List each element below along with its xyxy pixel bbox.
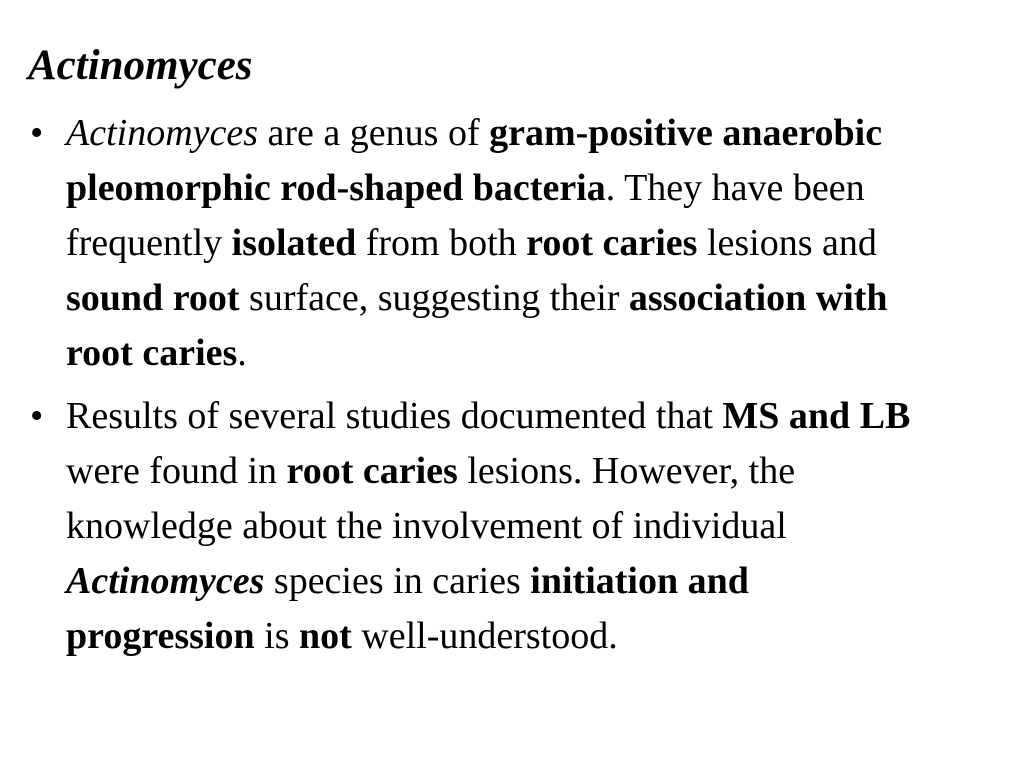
bullet-text — [66, 106, 946, 381]
bullet-marker: • — [30, 395, 44, 437]
text-segment: species in caries — [264, 560, 531, 602]
text-segment: . They have been frequently — [66, 167, 865, 264]
text-segment: . — [237, 332, 247, 374]
text-segment: are a genus of — [258, 112, 490, 154]
text-segment: from both — [356, 222, 527, 264]
text-segment: root caries — [526, 222, 698, 264]
text-segment: not — [299, 615, 352, 657]
text-segment: well-understood. — [351, 615, 618, 657]
text-segment: MS and LB — [722, 395, 911, 437]
text-segment: isolated — [231, 222, 357, 264]
text-segment: were found in — [66, 450, 287, 492]
slide-title: Actinomyces — [28, 42, 253, 89]
bullet-marker: • — [30, 112, 44, 154]
text-segment: initiation and progression — [66, 560, 749, 657]
text-segment: Results of several studies documented that — [66, 395, 723, 437]
text-segment: Actinomyces — [66, 112, 259, 154]
text-segment: gram-positive anaerobic pleomorphic rod-shaped bacteria — [66, 112, 883, 209]
text-segment: association with root caries — [66, 277, 888, 374]
text-segment: root caries — [286, 450, 458, 492]
text-segment: lesions and — [697, 222, 877, 264]
bullet-text — [66, 389, 946, 664]
text-segment: Actinomyces — [66, 560, 265, 602]
text-segment: sound root — [66, 277, 240, 319]
bullet-item — [0, 389, 1000, 664]
text-segment: lesions. However, the knowledge about the involvement of individual — [66, 450, 796, 547]
text-segment: is — [254, 615, 299, 657]
bullet-item — [0, 106, 1000, 381]
text-segment: surface, suggesting their — [239, 277, 629, 319]
bullet-list — [0, 106, 1000, 672]
